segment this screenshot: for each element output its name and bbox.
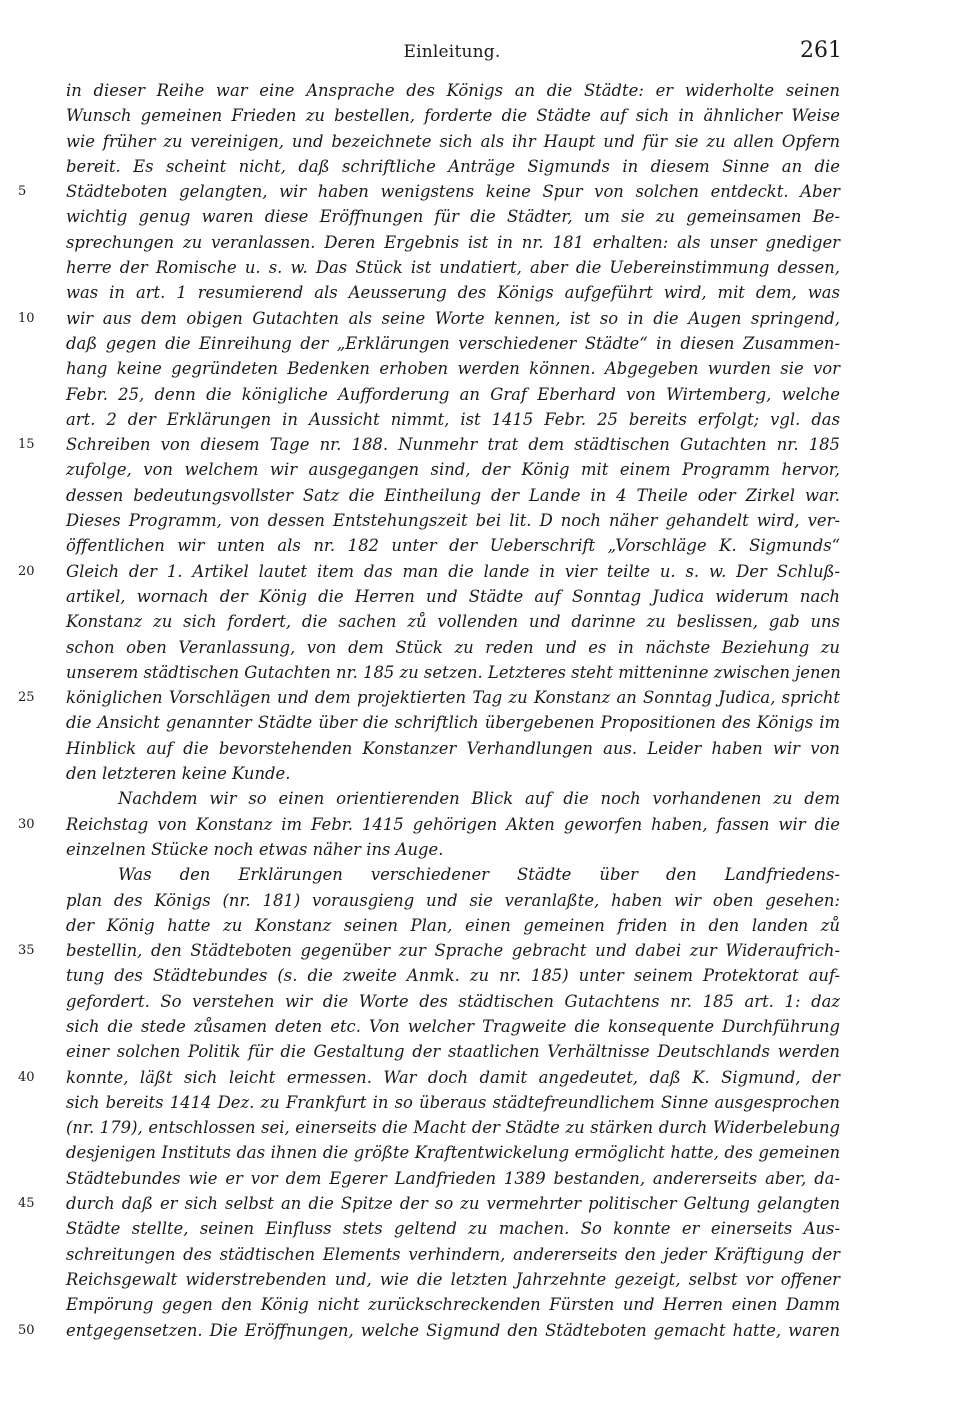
line-text: herre der Romische u. s. w. Das Stück ist undatiert, aber die Uebereinstimmung dessen, [66,258,840,278]
text-line [66,356,840,381]
text-line [66,913,840,938]
line-number: 45 [18,1196,35,1212]
line-text: gefordert. So verstehen wir die Worte des städtischen Gutachtens nr. 185 art. 1: daz [66,991,840,1011]
text-line [66,888,840,913]
line-text: Städte stellte, seinen Einfluss stets geltend zu machen. So konnte er einerseits Aus- [66,1219,840,1239]
line-text: sprechungen zu veranlassen. Deren Ergebnis ist in nr. 181 erhalten: als unser gnediger [66,232,840,252]
text-line [66,154,840,179]
line-text: Städtebundes wie er vor dem Egerer Landfrieden 1389 bestanden, andererseits aber, da- [66,1168,840,1188]
text-line [66,103,840,128]
text-line [66,862,840,887]
text-line [18,812,840,837]
line-number: 40 [18,1069,35,1085]
line-text: plan des Königs (nr. 181) vorausgieng und sie veranlaßte, haben wir oben gesehen: [66,890,840,910]
line-text: sich die stede zůsamen deten etc. Von welcher Tragweite die konsequente Durchführung [66,1016,840,1036]
text-line [66,736,840,761]
text-line [66,1166,840,1191]
line-text: was in art. 1 resumierend als Aeusserung des Königs aufgeführt wird, mit dem, was [66,283,840,303]
line-text: Hinblick auf die bevorstehenden Konstanzer Verhandlungen aus. Leider haben wir von [66,738,840,758]
line-text: dessen bedeutungsvollster Satz die Eintheilung der Lande in 4 Theile oder Zirkel war. [66,485,840,505]
line-text: einzelnen Stücke noch etwas näher ins Auge. [66,839,444,859]
line-number: 25 [18,690,35,706]
text-line [66,1292,840,1317]
line-text: Dieses Programm, von dessen Entstehungszeit bei lit. D noch näher gehandelt wird, ver- [66,511,840,531]
text-line [66,533,840,558]
line-text: art. 2 der Erklärungen in Aussicht nimmt, ist 1415 Febr. 25 bereits erfolgt; vgl. das [66,409,840,429]
line-text: in dieser Reihe war eine Ansprache des Königs an die Städte: er widerholte seinen [66,81,840,100]
text-line [18,306,840,331]
line-text: wie früher zu vereinigen, und bezeichnete sich als ihr Haupt und für sie zu allen Opfern [66,131,840,151]
line-text: Empörung gegen den König nicht zurückschreckenden Fürsten und Herren einen Damm [66,1295,840,1315]
line-text: der König hatte zu Konstanz seinen Plan, einen gemeinen friden in den landen zů [66,915,840,935]
line-text: (nr. 179), entschlossen sei, einerseits die Macht der Städte zu stärken durch Widerbelebung [66,1118,840,1138]
line-text: desjenigen Instituts das ihnen die größte Kraftentwickelung ermöglicht hatte, des gemeinen [66,1143,840,1163]
line-text: daß gegen die Einreihung der „Erklärungen verschiedener Städte“ in diesen Zusammen- [66,333,840,353]
line-text: den letzteren keine Kunde. [66,764,291,784]
text-line [66,989,840,1014]
line-text: öffentlichen wir unten als nr. 182 unter der Ueberschrift „Vorschläge K. Sigmunds“ [66,536,840,556]
line-number: 15 [18,437,35,453]
line-text: einer solchen Politik für die Gestaltung der staatlichen Verhältnisse Deutschlands werden [66,1042,840,1062]
text-line [66,1039,840,1064]
line-number: 30 [18,816,35,832]
text-line [66,1140,840,1165]
text-line [66,457,840,482]
text-line [18,432,840,457]
text-line [66,837,840,862]
text-line [18,1191,840,1216]
line-text: sich bereits 1414 Dez. zu Frankfurt in so überaus städtefreundlichem Sinne ausgesprochen [66,1092,840,1112]
text-line [66,331,840,356]
text-line [66,1242,840,1267]
text-line [66,963,840,988]
text-line [66,1216,840,1241]
text-line [18,1065,840,1090]
text-line [66,1014,840,1039]
line-text: wichtig genug waren diese Eröffnungen für die Städter, um sie zu gemeinsamen Be- [66,207,840,227]
text-line [66,710,840,735]
page-number: 261 [800,38,842,63]
text-line [18,938,840,963]
text-line [66,129,840,154]
line-text: konnte, läßt sich leicht ermessen. War doch damit angedeutet, daß K. Sigmund, der [66,1067,840,1087]
line-text: wir aus dem obigen Gutachten als seine Worte kennen, ist so in die Augen springend, [66,308,840,328]
text-line [66,230,840,255]
line-text: zufolge, von welchem wir ausgegangen sind, der König mit einem Programm hervor, [66,460,840,480]
line-text: Konstanz zu sich fordert, die sachen zů vollenden und darinne zu beslissen, gab uns [66,612,840,632]
line-text: entgegensetzen. Die Eröffnungen, welche Sigmund den Städteboten gemacht hatte, waren [66,1320,840,1340]
text-line [66,635,840,660]
text-line [66,483,840,508]
line-text: Nachdem wir so einen orientierenden Blick auf die noch vorhandenen zu dem [118,789,840,809]
line-number: 5 [18,184,27,200]
text-line [66,1267,840,1292]
text-line [66,382,840,407]
text-line [18,1318,840,1343]
text-line [66,584,840,609]
running-title: Einleitung. [403,42,501,62]
text-line [66,508,840,533]
text-line [18,685,840,710]
text-line [66,660,840,685]
text-line [18,179,840,204]
text-line [66,280,840,305]
line-number: 20 [18,563,35,579]
line-text: Wunsch gemeinen Frieden zu bestellen, forderte die Städte auf sich in ähnlicher Weise [66,106,840,126]
line-text: Reichsgewalt widerstrebenden und, wie die letzten Jahrzehnte gezeigt, selbst vor offener [66,1269,840,1289]
line-text: Schreiben von diesem Tage nr. 188. Nunmehr trat dem städtischen Gutachten nr. 185 [66,435,840,455]
body-text [18,78,841,1343]
text-line [66,255,840,280]
text-line [66,407,840,432]
line-text: Städteboten gelangten, wir haben wenigstens keine Spur von solchen entdeckt. Aber [66,182,840,202]
line-text: Reichstag von Konstanz im Febr. 1415 gehörigen Akten geworfen haben, fassen wir die [66,814,840,834]
page-header [66,36,842,66]
line-number: 50 [18,1322,35,1338]
line-text: schreitungen des städtischen Elements verhindern, andererseits den jeder Kräftigung der [66,1244,840,1264]
text-line [66,78,840,103]
line-text: bereit. Es scheint nicht, daß schriftliche Anträge Sigmunds in diesem Sinne an die [66,156,840,176]
line-text: durch daß er sich selbst an die Spitze der so zu vermehrter politischer Geltung gelangten [66,1194,840,1214]
text-line [66,1090,840,1115]
line-text: bestellin, den Städteboten gegenüber zur Sprache gebracht und dabei zur Wideraufrich- [66,941,840,961]
line-text: Was den Erklärungen verschiedener Städte über den Landfriedens- [118,865,840,885]
line-text: die Ansicht genannter Städte über die schriftlich übergebenen Propositionen des Königs im [66,713,840,733]
text-line [66,786,840,811]
line-text: schon oben Veranlassung, von dem Stück zu reden und es in nächste Beziehung zu [66,637,840,657]
line-text: artikel, wornach der König die Herren und Städte auf Sonntag Judica widerum nach [66,586,840,606]
text-line [66,204,840,229]
line-text: Febr. 25, denn die königliche Aufforderung an Graf Eberhard von Wirtemberg, welche [66,384,840,404]
line-text: unserem städtischen Gutachten nr. 185 zu setzen. Letzteres steht mitteninne zwischen jenen [66,662,841,682]
line-number: 10 [18,310,35,326]
text-line [66,1115,840,1140]
line-text: Gleich der 1. Artikel lautet item das man die lande in vier teilte u. s. w. Der Schluß- [66,561,840,581]
text-line [66,609,840,634]
line-text: königlichen Vorschlägen und dem projektierten Tag zu Konstanz an Sonntag Judica, spricht [66,688,840,708]
line-text: hang keine gegründeten Bedenken erhoben werden können. Abgegeben wurden sie vor [66,359,840,379]
line-number: 35 [18,943,35,959]
text-line [18,559,840,584]
text-line [66,761,840,786]
line-text: tung des Städtebundes (s. die zweite Anmk. zu nr. 185) unter seinem Protektorat auf- [66,966,840,986]
